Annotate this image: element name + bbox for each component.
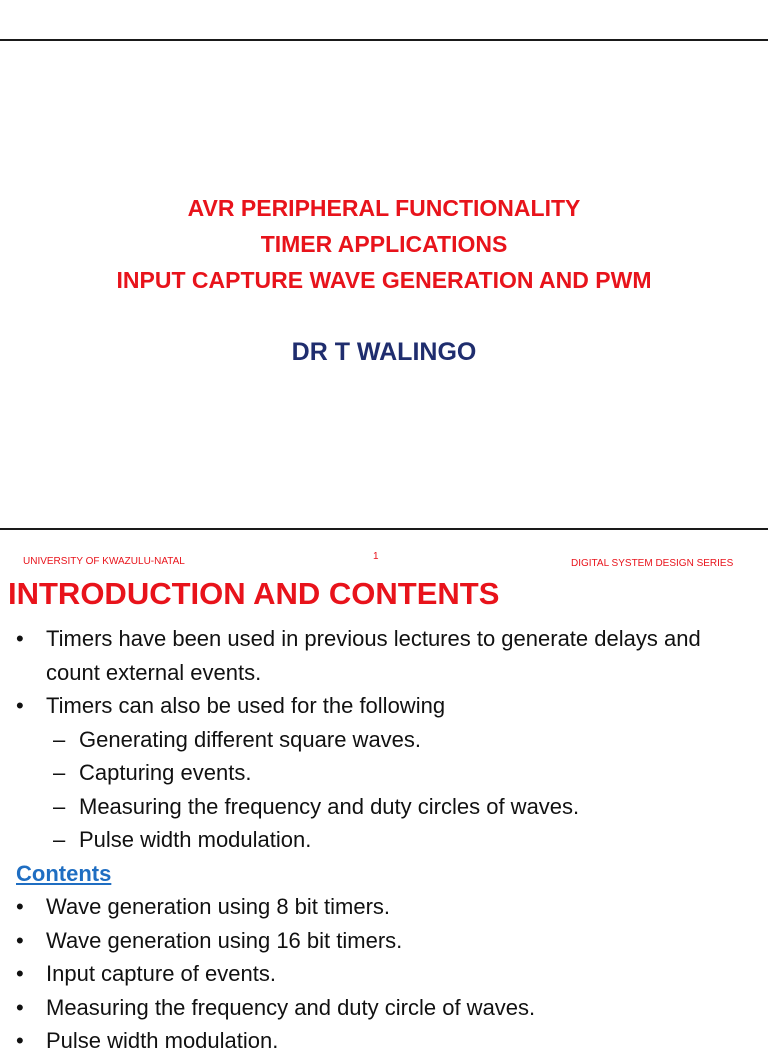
sub-bullet-item bbox=[16, 756, 756, 790]
footer-university: UNIVERSITY OF KWAZULU-NATAL bbox=[23, 556, 185, 567]
dash-icon: – bbox=[53, 726, 66, 752]
slide1-title bbox=[0, 190, 768, 298]
bullet-text: Timers have been used in previous lectures to generate delays and count external events. bbox=[46, 626, 701, 685]
footer-page-number: 1 bbox=[373, 551, 379, 562]
bullet-icon: • bbox=[16, 927, 24, 953]
contents-item-text: Input capture of events. bbox=[46, 961, 276, 986]
slide2-content bbox=[16, 622, 756, 1058]
contents-item-text: Measuring the frequency and duty circle of waves. bbox=[46, 994, 536, 1020]
contents-item bbox=[16, 924, 756, 958]
contents-item-text: Pulse width modulation. bbox=[46, 1028, 279, 1053]
sub-bullet-item bbox=[16, 823, 756, 857]
dash-icon: – bbox=[53, 793, 66, 819]
slide-divider bbox=[0, 528, 768, 530]
bullet-item bbox=[16, 689, 756, 723]
contents-heading: Contents bbox=[16, 860, 112, 886]
bullet-icon: • bbox=[16, 1028, 24, 1053]
bullet-text: Timers can also be used for the following bbox=[46, 693, 446, 718]
sub-bullet-text: Generating different square waves. bbox=[79, 726, 422, 752]
slide1-title-line: AVR PERIPHERAL FUNCTIONALITY bbox=[187, 195, 581, 221]
contents-item bbox=[16, 991, 756, 1025]
slide-top-border bbox=[0, 39, 768, 41]
bullet-item bbox=[16, 622, 756, 689]
contents-item bbox=[16, 957, 756, 991]
contents-item-text: Wave generation using 16 bit timers. bbox=[46, 927, 403, 953]
slide1-title-line: INPUT CAPTURE WAVE GENERATION AND PWM bbox=[116, 267, 652, 293]
contents-item bbox=[16, 1024, 756, 1058]
bullet-icon: • bbox=[16, 994, 24, 1020]
sub-bullet-text: Capturing events. bbox=[79, 760, 252, 785]
slide1-title-line: TIMER APPLICATIONS bbox=[260, 231, 508, 257]
bullet-icon: • bbox=[16, 961, 24, 986]
slide2-title: INTRODUCTION AND CONTENTS bbox=[8, 576, 500, 611]
footer-series: DIGITAL SYSTEM DESIGN SERIES bbox=[571, 558, 734, 569]
bullet-icon: • bbox=[16, 693, 24, 718]
contents-item-text: Wave generation using 8 bit timers. bbox=[46, 894, 391, 919]
dash-icon: – bbox=[53, 827, 66, 852]
sub-bullet-item bbox=[16, 790, 756, 824]
contents-item bbox=[16, 890, 756, 924]
bullet-icon: • bbox=[16, 626, 24, 651]
sub-bullet-text: Pulse width modulation. bbox=[79, 827, 312, 852]
sub-bullet-text: Measuring the frequency and duty circles of waves. bbox=[79, 793, 580, 819]
author-name: DR T WALINGO bbox=[291, 338, 477, 366]
sub-bullet-item bbox=[16, 723, 756, 757]
bullet-icon: • bbox=[16, 894, 24, 919]
dash-icon: – bbox=[53, 760, 66, 785]
